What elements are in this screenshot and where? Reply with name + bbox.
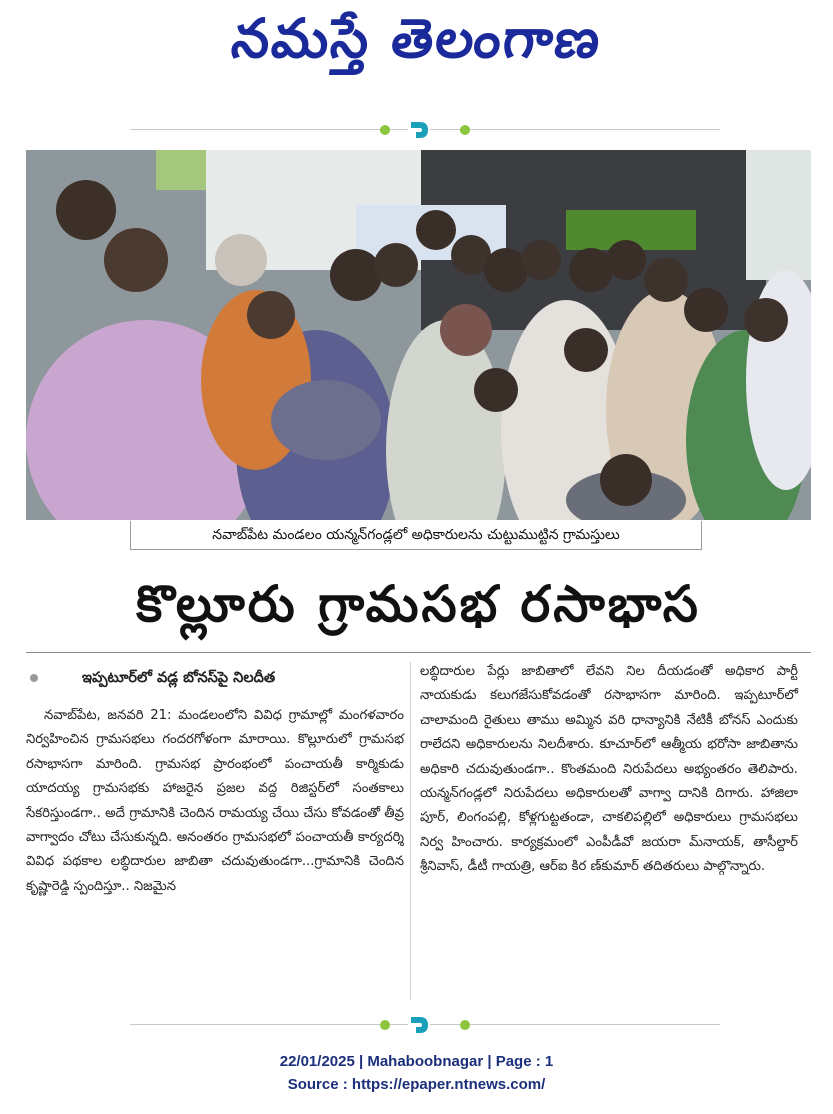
headline-rule: [26, 652, 811, 653]
subheading-text: ఇప్పటూర్‌లో వడ్ల బోనస్‌పై నిలదీత: [82, 670, 276, 686]
column-separator: [410, 662, 411, 1000]
page-footer: [0, 1050, 833, 1096]
newspaper-title: నమస్తే తెలంగాణ: [228, 6, 605, 70]
article-subheading: [26, 660, 404, 696]
article-column-right: [420, 660, 798, 1000]
bullet-icon: [30, 674, 38, 682]
source-link[interactable]: Source : https://epaper.ntnews.com/: [287, 1076, 546, 1093]
article-paragraph: నవాబ్‌పేట, జనవరి 21: మండలంలోని వివిధ గ్రామాల్లో మంగళవారం నిర్వహించిన గ్రామసభలు గందరగోళంగా మారాయి. కొల్లూరులో గ్రామసభ రసాభాసగా మారింది. గ్రామసభ ప్రారంభంలో పంచాయతీ కార్మికుడు యాదయ్య గ్రామసభకు హాజరైన ప్రజల వద్ద రిజిస్టర్‌లో సంతకాలు సేకరిస్తుండగా.. అదే గ్రామానికి చెందిన రామయ్య చేయి చేసు కోవడంతో తీవ్ర వాగ్వాదం చోటు చేసుకున్నది. అనంతరం గ్రామసభలో పంచాయతీ కార్యదర్శి వివిధ పథకాల లబ్ధిదారుల జాబితా చదువుతుండగా...గ్రామానికి చెందిన కృష్ణారెడ్డి స్పందిస్తూ.. నిజమైన: [26, 708, 404, 894]
news-photo: [26, 150, 811, 520]
article-column-left: [26, 660, 404, 1000]
bottom-divider: [130, 1015, 720, 1035]
article-paragraph: లబ్ధిదారుల పేర్లు జాబితాలో లేవని నిల దీయడంతో అధికార పార్టీ నాయకుడు కలుగజేసుకోవడంతో రసాభాసగా మారింది. ఇప్పటూర్‌లో చాలామంది రైతులు తాము అమ్మిన వరి ధాన్యానికి నేటికీ బోనస్ ఎందుకు రాలేదని అధికారులను నిలదీశారు. కూచూర్‌లో ఆత్మీయ భరోసా జాబితాను అధికారి చదువుతుండగా.. కొంతమంది నిరుపేదలు అభ్యంతరం తెలిపారు. యన్మన్‌గండ్లలో నిరుపేదలు అధికారులతో వాగ్వా దానికి దిగారు. హాజిలా పూర్, లింగంపల్లి, కోళ్లగుట్టతండా, చాకలిపల్లిలో అధికారులు గ్రామసభలు నిర్వ హించారు. కార్యక్రమంలో ఎంపీడీవో జయరా మ్‌నాయక్, తాసీల్దార్ శ్రీనివాస్, డీటీ గాయత్రి, ఆర్‌ఐ కిర ణ్‌కుమార్ తదితరులు పాల్గొన్నారు.: [420, 664, 798, 875]
ntnews-logo-icon: [408, 1015, 430, 1035]
photo-caption: నవాబ్‌పేట మండలం యన్మన్‌గండ్లలో అధికారులను చుట్టుముట్టిన గ్రామస్తులు: [130, 521, 702, 550]
top-divider: [130, 120, 720, 140]
masthead: [0, 0, 833, 80]
edition-info: 22/01/2025 | Mahaboobnagar | Page : 1: [279, 1053, 554, 1070]
ntnews-logo-icon: [408, 120, 430, 140]
article-headline: కొల్లూరు గ్రామసభ రసాభాస: [136, 575, 701, 633]
